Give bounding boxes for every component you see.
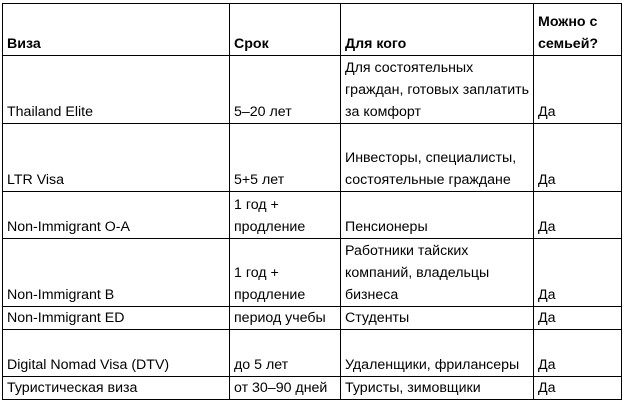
cell-for-whom: Работники тайских компаний, владельцы бизнеса [341,239,534,307]
header-with-family: Можно с семьей? [534,4,622,56]
cell-for-whom: Удаленщики, фрилансеры [341,330,534,377]
cell-visa: Non-Immigrant B [3,239,230,307]
table-row [3,330,622,377]
cell-visa: LTR Visa [3,124,230,192]
cell-with-family: Да [534,56,622,124]
cell-with-family: Да [534,192,622,239]
visa-comparison-table [2,3,622,400]
cell-visa: Туристическая виза [3,377,230,400]
header-visa: Виза [3,4,230,56]
cell-with-family: Да [534,377,622,400]
table-row [3,377,622,400]
cell-term: 5–20 лет [230,56,341,124]
cell-with-family: Да [534,239,622,307]
cell-term: от 30–90 дней [230,377,341,400]
cell-visa: Digital Nomad Visa (DTV) [3,330,230,377]
cell-for-whom: Для состоятельных граждан, готовых заплатить за комфорт [341,56,534,124]
table-row [3,124,622,192]
cell-for-whom: Туристы, зимовщики [341,377,534,400]
table-row [3,239,622,307]
cell-with-family: Да [534,330,622,377]
cell-for-whom: Пенсионеры [341,192,534,239]
cell-term: до 5 лет [230,330,341,377]
cell-with-family: Да [534,307,622,330]
cell-for-whom: Студенты [341,307,534,330]
cell-term: 5+5 лет [230,124,341,192]
cell-visa: Thailand Elite [3,56,230,124]
table-row [3,192,622,239]
header-for-whom: Для кого [341,4,534,56]
cell-term: период учебы [230,307,341,330]
cell-with-family: Да [534,124,622,192]
table-row [3,56,622,124]
cell-term: 1 год + продление [230,239,341,307]
table-header-row [3,4,622,56]
header-term: Срок [230,4,341,56]
cell-visa: Non-Immigrant ED [3,307,230,330]
table-row [3,307,622,330]
cell-for-whom: Инвесторы, специалисты, состоятельные граждане [341,124,534,192]
cell-term: 1 год + продление [230,192,341,239]
cell-visa: Non-Immigrant O-A [3,192,230,239]
